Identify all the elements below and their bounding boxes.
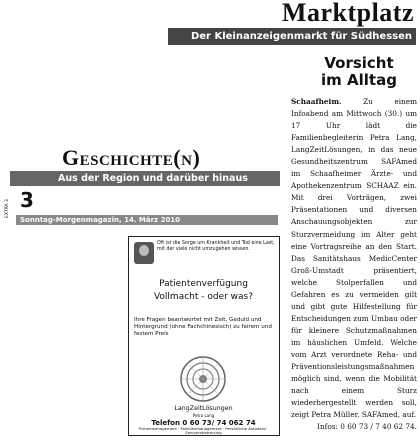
ad-quote: Oft ist die Sorge um Krankheit und Tod eine Last, mit der viele nicht umzugehen wissen.	[157, 241, 275, 253]
page-number: 3	[20, 188, 34, 212]
marktplatz-title: Marktplatz	[281, 0, 414, 27]
ad-subheadline: Vollmacht - oder was?	[153, 292, 254, 302]
ad-phone: Telefon 0 60 73/ 74 062 74	[151, 419, 256, 427]
section-side-label: EXTRA 3	[5, 199, 10, 218]
ad-owner: Petra Lang	[192, 413, 215, 418]
article-text: Zu einem Infoabend am Mittwoch (30.) um 17 Uhr lädt die Familienbegleiterin Petra Lang, LangZeitLösungen, in das neue Gesundheitszentrum SAFAmed im Schaafheimer Ärzte- und Apothekenzentrum SCHAAZ ein. Mit drei Vorträgen, zwei Präsentationen und diversen Anschauungsobjekten zur Sturzvermeidung im Alter geht eine Vortragsreihe an den Start. Das Sanitätshaus MedicCenter Groß-Umstadt präsentiert, welche Stolperfallen und Gefahren es zu vermeiden gilt und gibt gute Hilfestellung für Entscheidungen zum Umbau oder für kleinere Schutzmaßnahmen im häuslichen Umfeld. Welche vom Arzt verordnete Reha- und Präventionsleistungsmaßnahmen möglich sind, wenn die Mobilität nach einem Sturz wiederhergestellt werden soll, zeigt Petra Müller, SAFAmed, auf.	[291, 97, 417, 420]
geschichten-subtitle: Aus der Region und darüber hinaus	[58, 173, 248, 184]
target-logo-icon	[179, 355, 227, 403]
marktplatz-subtitle: Der Kleinanzeigenmarkt für Südhessen	[190, 31, 412, 42]
ad-brand: LangZeitLösungen	[174, 405, 233, 412]
portrait-photo	[134, 242, 154, 264]
ad-text: Ihre Fragen beantwortet mit Zeit, Geduld und Hintergrund (ohne Fachchinesisch) zu fairem und festem Preis	[134, 317, 272, 338]
advertisement	[128, 236, 280, 436]
article-title-line1: Vorsicht	[324, 54, 394, 72]
article-lead: Schaafheim.	[291, 97, 342, 106]
article-info: Infos: 0 60 73 / 7 40 62 74.	[317, 422, 417, 431]
issue-date: Sonntag-Morgenmagazin, 14. März 2010	[20, 216, 181, 224]
ad-headline: Patientenverfügung	[159, 279, 248, 289]
article-body	[291, 96, 417, 421]
ad-services: Firmenmanagement · Familienmanagement · Persönliche Assistenz · Seniorenbetreuung	[138, 426, 269, 436]
article-title-line2: im Alltag	[321, 71, 397, 89]
article-title	[300, 55, 418, 89]
geschichten-title: Geschichte(n)	[62, 145, 201, 170]
